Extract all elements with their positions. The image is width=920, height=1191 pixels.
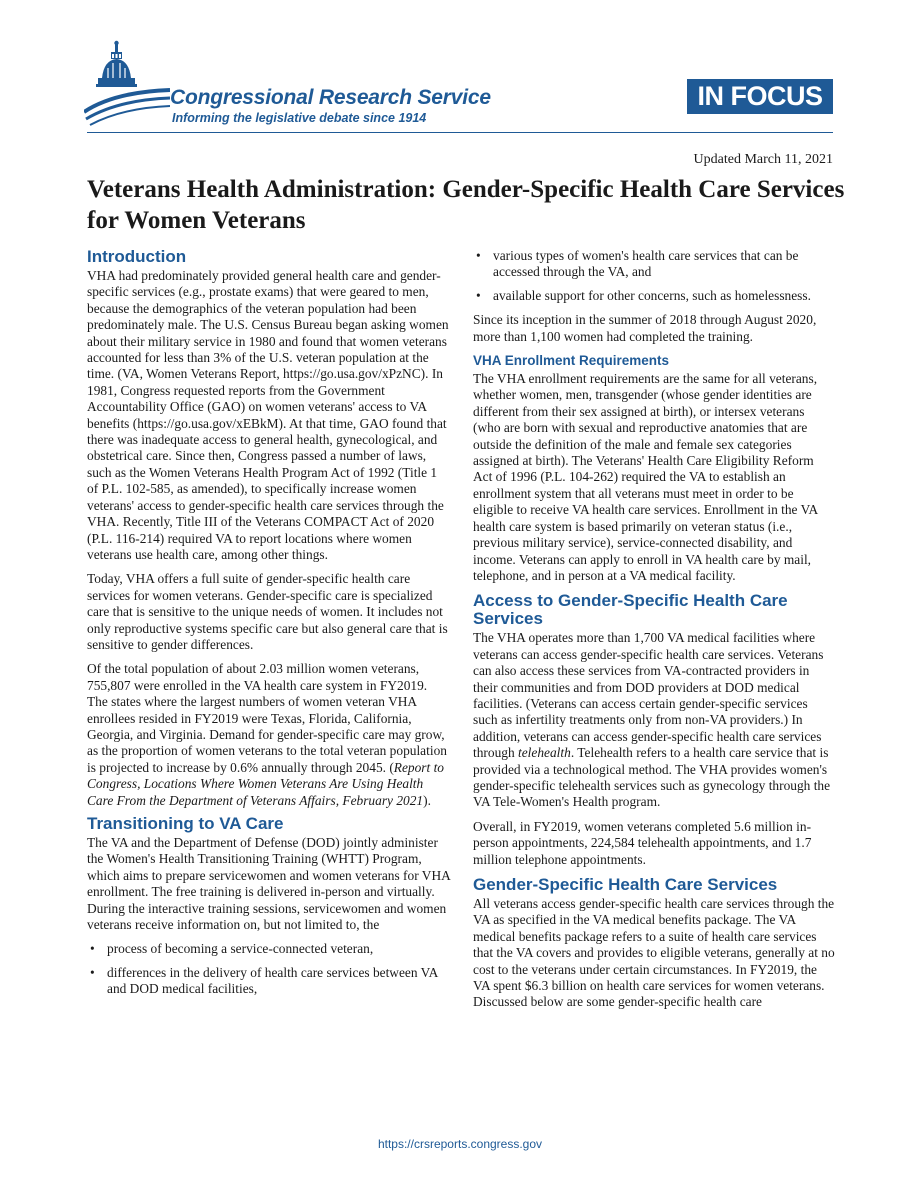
inception-paragraph: Since its inception in the summer of 2018 through August 2020, more than 1,100 women had completed the training.: [473, 312, 817, 344]
telehealth-term: telehealth: [518, 745, 571, 761]
access-paragraph-1-text: The VHA operates more than 1,700 VA medical facilities where veterans can access gender-specific health care services. Veterans can also access these services from VA-contracted providers in their communities and from DOD providers at DOD medical facilities. (Veterans can access certain gender-specific services such as infertility treatments only from non-VA providers.) In addition, veterans can access gender-specific health care services through: [473, 630, 824, 761]
crs-logo[interactable]: [84, 40, 504, 126]
enrollment-paragraph: The VHA enrollment requirements are the same for all veterans, whether women, men, transgender (whose gender identities are different from their sex assigned at birth), or intersex veterans (who are born with sexual and reproductive anatomies that are outside the definition of the male and female sex categories assigned at birth). The Veterans' Health Care Eligibility Reform Act of 1996 (P.L. 104-262) required the VA to establish an enrollment system that all veterans must meet in order to be eligible to receive VA health care services. Enrollment in the VA health care system is based primarily on veteran status (i.e., previous military service), service-connected disability, and income. Veterans can apply to enroll in VA health care by mail, telephone, and in person at a VA medical facility.: [473, 371, 818, 583]
page-title: Veterans Health Administration: Gender-Specific Health Care Services for Women Veterans: [87, 176, 845, 234]
list-item: • differences in the delivery of health care services between VA and DOD medical facilities,: [87, 965, 451, 998]
updated-date: Updated March 11, 2021: [693, 152, 833, 167]
section-heading-gender-specific-services: Gender-Specific Health Care Services: [473, 875, 778, 894]
list-item: • available support for other concerns, such as homelessness.: [473, 288, 835, 304]
right-column: [473, 248, 835, 1019]
access-paragraph-1-end: . Telehealth refers to a health care service that is provided via a technological method. The VHA provides women's gender-specific telehealth services such as gynecology through the VA Tele-Women's Health program.: [473, 745, 831, 810]
section-heading-introduction: Introduction: [87, 247, 187, 266]
page-header: [0, 0, 920, 140]
intro-paragraph-3-text: Of the total population of about 2.03 million women veterans, 755,807 were enrolled in the VA health care system in FY2019. The states where the largest numbers of women veteran VHA enrollees resided in FY2019 were Texas, Florida, California, Georgia, and Virginia. Demand for gender-specific care may grow, as the proportion of women veterans to the total veteran population is projected to increase by 0.6% annually through 2045. (: [87, 661, 447, 775]
access-paragraph-1: [473, 630, 835, 810]
training-topics-list: [87, 941, 451, 997]
footer-url-link[interactable]: https://crsreports.congress.gov: [377, 1137, 543, 1151]
in-focus-badge: IN FOCUS: [687, 79, 833, 114]
section-heading-access: Access to Gender-Specific Health Care Services: [473, 591, 788, 629]
org-name: Congressional Research Service: [170, 86, 491, 109]
intro-paragraph-3: [87, 661, 451, 809]
intro-paragraph-2: Today, VHA offers a full suite of gender-specific health care services for women veterans. Gender-specific care is specialized care that is sensitive to the unique needs of women. It includes not only reproductive systems specific care but also general care that is sensitive to gender differences.: [87, 571, 448, 652]
intro-paragraph-1: VHA had predominately provided general health care and gender-specific services (e.g., prostate exams) that were geared to men, because the demographics of the veteran population had been predominately male. The U.S. Census Bureau began asking women about their military service in 1980 and found that women veterans accounted for less than 3% of the U.S. veteran population at the time. (VA, Women Veterans Report, https://go.usa.gov/xPzNC). In 1981, Congress requested reports from the Government Accountability Office (GAO) on women veterans' access to VA benefits (https://go.usa.gov/xEBkM). At that time, GAO found that there was inadequate access to general health, gynecological, and obstetrical care. Since then, Congress passed a number of laws, such as the Women Veterans Health Program Act of 1992 (Title 1 of P.L. 102-585, as amended), to specifically increase women veterans' access to gender-specific health care services through the VHA. Recently, Title III of the Veterans COMPACT Act of 2020 (P.L. 116-214) required VA to report locations where women veterans use health care, among other things.: [87, 268, 449, 562]
training-topics-list-continued: [473, 248, 835, 304]
access-paragraph-2: Overall, in FY2019, women veterans completed 5.6 million in-person appointments, 224,584 telehealth appointments, and 1.7 million telephone appointments.: [473, 818, 812, 867]
header-divider: [87, 132, 833, 133]
transition-paragraph: The VA and the Department of Defense (DOD) jointly administer the Women's Health Transitioning Training (WHTT) Program, which aims to prepare servicewomen and women veterans for VHA enrollment. The free training is delivered in-person and virtually. During the interactive training sessions, servicewomen and women veterans receive information on, but not limited to, the: [87, 835, 451, 933]
list-item: • various types of women's health care services that can be accessed through the VA, and: [473, 248, 835, 281]
section-heading-transitioning: Transitioning to VA Care: [87, 814, 284, 833]
intro-paragraph-3-end: ).: [423, 792, 431, 808]
org-tagline: Informing the legislative debate since 1914: [172, 111, 427, 125]
list-item: • process of becoming a service-connected veteran,: [87, 941, 451, 957]
report-citation: Report to Congress, Locations Where Women Veterans Are Using Health Care From the Department of Veterans Affairs, February 2021: [87, 759, 445, 808]
left-column: [87, 248, 451, 1006]
services-paragraph: All veterans access gender-specific health care services through the VA as specified in the VA medical benefits package. The VA medical benefits package refers to a suite of health care services that the VA covers and provides to eligible veterans, generally at no cost to the veterans under certain circumstances. In FY2019, the VA spent $6.3 billion on health care services for women veterans. Discussed below are some gender-specific health care: [473, 896, 835, 1010]
capitol-dome-icon: [84, 40, 170, 126]
section-heading-enrollment: VHA Enrollment Requirements: [473, 353, 670, 369]
